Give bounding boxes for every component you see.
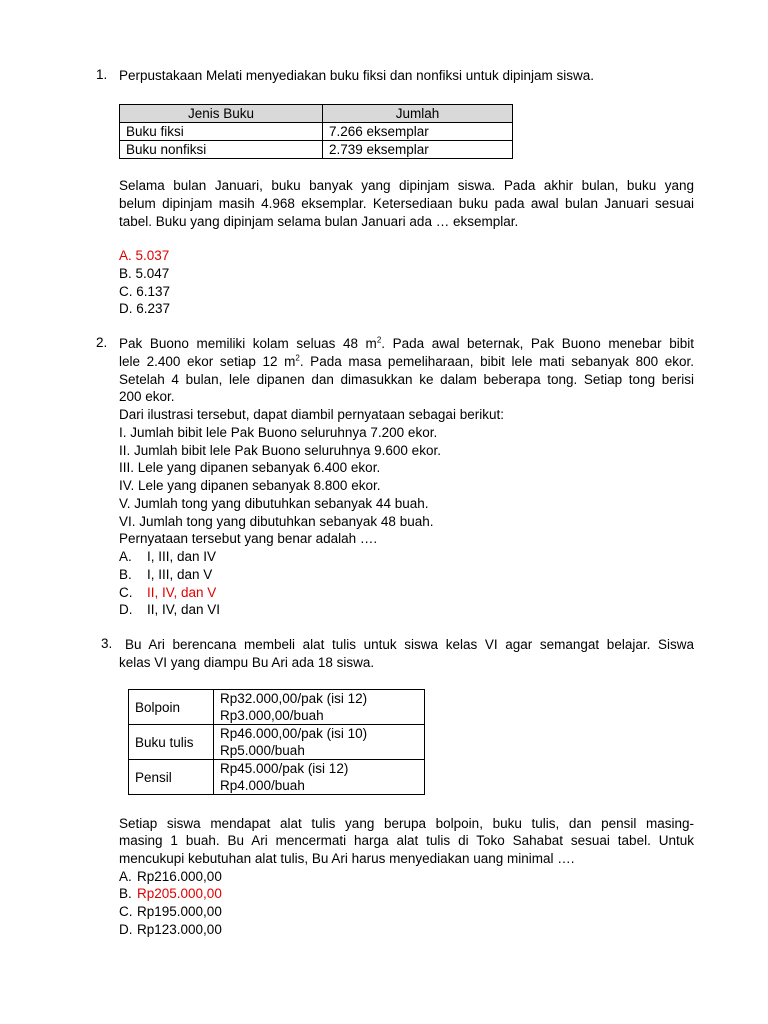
option-text: II, IV, dan VI: [147, 602, 221, 617]
q1-paragraph-line: Selama bulan Januari, buku banyak yang dipinjam siswa. Pada akhir bulan, buku yang: [119, 178, 694, 193]
q1-option-d: D. 6.237: [119, 301, 171, 316]
q2-number: 2.: [96, 335, 108, 350]
q2-statement: V. Jumlah tong yang dibutuhkan sebanyak 44 buah.: [119, 496, 429, 511]
q3-price: [214, 760, 425, 795]
q1-table-cell: Buku nonfiksi: [120, 141, 323, 159]
q1-option-b: B. 5.047: [119, 266, 170, 281]
q2-line-1a: Pak Buono memiliki kolam seluas 48 m: [119, 336, 377, 351]
q2-line-1b: . Pada awal beternak, Pak Buono menebar bibit: [381, 336, 694, 351]
option-text: Rp195.000,00: [137, 904, 222, 919]
q3-option-b: [119, 885, 222, 903]
q2-statement: I. Jumlah bibit lele Pak Buono seluruhnya 7.200 ekor.: [119, 425, 438, 440]
option-text: I, III, dan IV: [147, 549, 217, 564]
option-text: Rp216.000,00: [137, 869, 222, 884]
q1-option-c: C. 6.137: [119, 284, 171, 299]
q3-price: [214, 725, 425, 760]
option-letter: B.: [119, 567, 132, 582]
q2-line-3: Setelah 4 bulan, lele dipanen dan dimasukkan ke dalam beberapa tong. Setiap tong berisi: [119, 372, 694, 387]
q2-statement: VI. Jumlah tong yang dibutuhkan sebanyak 48 buah.: [119, 514, 434, 529]
q3-item: Bolpoin: [129, 690, 214, 725]
pack-price: Rp45.000/pak (isi 12): [220, 761, 349, 776]
unit-price: Rp5.000/buah: [220, 743, 305, 758]
unit-price: Rp3.000,00/buah: [220, 708, 324, 723]
q1-table-cell: 2.739 eksemplar: [323, 141, 513, 159]
q3-price: [214, 690, 425, 725]
option-text: Rp205.000,00: [137, 886, 222, 901]
q2-line-2b: . Pada masa pemeliharaan, bibit lele mati sebanyak 800 ekor.: [299, 354, 694, 369]
q1-paragraph-line: tabel. Buku yang dipinjam selama bulan Januari ada … eksemplar.: [119, 214, 519, 229]
superscript: 2: [295, 353, 300, 363]
q1-number: 1.: [96, 67, 108, 82]
q1-option-a: A. 5.037: [119, 248, 170, 263]
q1-table: [119, 104, 513, 159]
q3-paragraph-line: masing 1 buah. Bu Ari mencermati harga alat tulis di Toko Sahabat sesuai tabel. Untuk: [119, 833, 694, 848]
q2-option-b: [119, 566, 212, 584]
pack-price: Rp32.000,00/pak (isi 12): [220, 691, 368, 706]
superscript: 2: [376, 335, 382, 345]
q2-option-c: [119, 584, 216, 602]
option-letter: A.: [119, 869, 132, 884]
q2-statement: III. Lele yang dipanen sebanyak 6.400 ekor.: [119, 460, 381, 475]
q3-number: 3.: [101, 636, 113, 651]
q1-paragraph-line: belum dipinjam masih 4.968 eksemplar. Ketersediaan buku pada awal bulan Januari sesuai: [119, 196, 694, 211]
q3-paragraph-line: mencukupi kebutuhan alat tulis, Bu Ari harus menyediakan uang minimal ….: [119, 851, 575, 866]
q2-question: Pernyataan tersebut yang benar adalah ….: [119, 531, 378, 546]
option-letter: D.: [119, 922, 133, 937]
unit-price: Rp4.000/buah: [220, 778, 305, 793]
option-letter: C.: [119, 585, 133, 600]
option-letter: A.: [119, 549, 132, 564]
q2-statement: II. Jumlah bibit lele Pak Buono seluruhnya 9.600 ekor.: [119, 443, 441, 458]
q1-table-cell: Buku fiksi: [120, 123, 323, 141]
option-text: I, III, dan V: [147, 567, 213, 582]
option-text: II, IV, dan V: [147, 585, 217, 600]
q1-table-header: Jenis Buku: [120, 105, 323, 123]
q3-paragraph-line: Setiap siswa mendapat alat tulis yang berupa bolpoin, buku tulis, dan pensil masing-: [119, 816, 694, 831]
q3-price-table: [128, 689, 425, 795]
option-letter: B.: [119, 886, 132, 901]
q2-line-4: 200 ekor.: [119, 389, 175, 404]
q3-option-a: [119, 868, 222, 886]
q3-stem-line: Bu Ari berencana membeli alat tulis untuk siswa kelas VI agar semangat belajar. Siswa: [125, 637, 694, 652]
q2-line-5: Dari ilustrasi tersebut, dapat diambil pernyataan sebagai berikut:: [119, 407, 504, 422]
option-text: Rp123.000,00: [137, 922, 222, 937]
option-letter: D.: [119, 602, 133, 617]
q3-item: Pensil: [129, 760, 214, 795]
q3-item: Buku tulis: [129, 725, 214, 760]
q3-option-c: [119, 903, 222, 921]
q2-line-2a: lele 2.400 ekor setiap 12 m: [119, 354, 296, 369]
q1-stem: Perpustakaan Melati menyediakan buku fiksi dan nonfiksi untuk dipinjam siswa.: [119, 68, 595, 83]
q2-option-d: [119, 601, 220, 619]
pack-price: Rp46.000,00/pak (isi 10): [220, 726, 368, 741]
q1-table-cell: 7.266 eksemplar: [323, 123, 513, 141]
q1-table-header: Jumlah: [323, 105, 513, 123]
q3-stem-line: kelas VI yang diampu Bu Ari ada 18 siswa.: [119, 655, 375, 670]
q2-line-1: [119, 335, 694, 353]
option-letter: C.: [119, 904, 133, 919]
q3-option-d: [119, 921, 222, 939]
q2-statement: IV. Lele yang dipanen sebanyak 8.800 ekor.: [119, 478, 381, 493]
q2-line-2: [119, 353, 694, 371]
q2-option-a: [119, 548, 216, 566]
